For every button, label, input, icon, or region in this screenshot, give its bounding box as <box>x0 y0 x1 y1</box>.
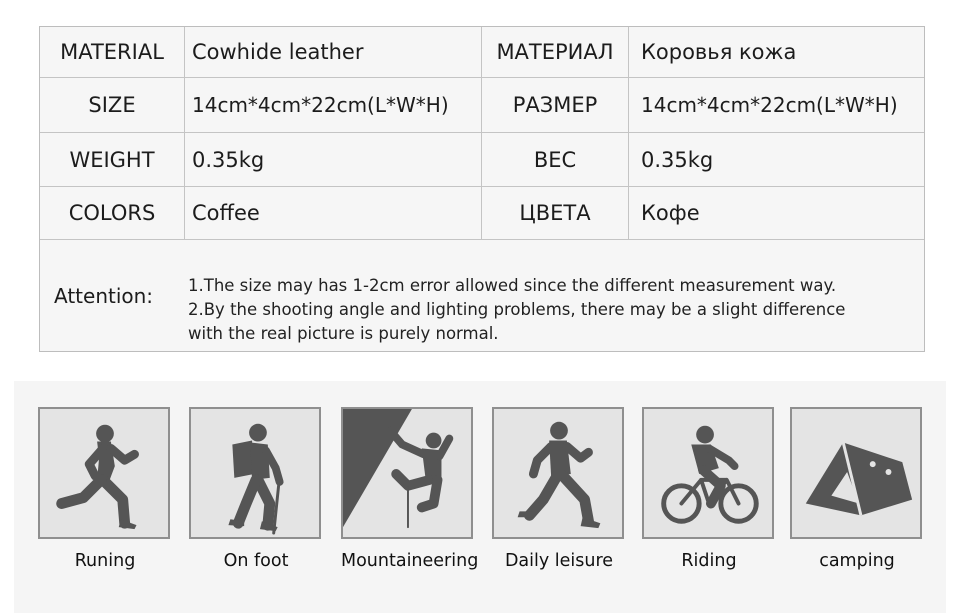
attention-section <box>40 240 924 351</box>
spec-label: COLORS <box>40 187 185 239</box>
attention-notes <box>188 274 845 346</box>
activity-running <box>38 407 172 571</box>
spec-value-ru: 14cm*4cm*22cm(L*W*H) <box>641 93 898 117</box>
spec-label-ru: РАЗМЕР <box>482 78 629 132</box>
spec-row-material <box>40 27 924 78</box>
runner-icon <box>38 407 170 539</box>
activity-label: On foot <box>223 551 289 571</box>
tent-icon <box>790 407 922 539</box>
spec-value: Cowhide leather <box>185 27 482 77</box>
climber-icon <box>341 407 473 539</box>
attention-note: 1.The size may has 1-2cm error allowed since the different measurement way. <box>188 276 837 295</box>
attention-note: 2.By the shooting angle and lighting problems, there may be a slight difference <box>188 300 846 319</box>
activity-label: camping <box>819 551 895 571</box>
activity-riding <box>642 407 776 571</box>
spec-value-ru: Кофе <box>641 201 700 225</box>
activity-on-foot <box>189 407 323 571</box>
cyclist-icon <box>642 407 774 539</box>
activity-mountaineering <box>341 407 479 571</box>
spec-value-ru: Коровья кожа <box>641 40 797 64</box>
spec-label-ru: МАТЕРИАЛ <box>482 27 629 77</box>
activity-label: Mountaineering <box>341 551 479 571</box>
spec-label-ru: ЦВЕТА <box>482 187 629 239</box>
activities-strip <box>14 381 946 613</box>
activity-label: Daily leisure <box>504 551 614 571</box>
hiker-icon <box>189 407 321 539</box>
spec-value: Coffee <box>185 187 482 239</box>
spec-label-ru: ВЕС <box>482 133 629 186</box>
spec-table <box>39 26 925 352</box>
activity-camping <box>790 407 924 571</box>
spec-label: MATERIAL <box>40 27 185 77</box>
attention-label: Attention: <box>54 283 154 308</box>
spec-row-size <box>40 78 924 133</box>
walker-icon <box>492 407 624 539</box>
spec-value: 14cm*4cm*22cm(L*W*H) <box>185 78 482 132</box>
spec-label: WEIGHT <box>40 133 185 186</box>
spec-row-colors <box>40 187 924 240</box>
activity-label: Runing <box>74 551 136 571</box>
spec-row-weight <box>40 133 924 187</box>
attention-note: with the real picture is purely normal. <box>188 324 499 343</box>
activity-label: Riding <box>681 551 737 571</box>
spec-value-ru: 0.35kg <box>641 147 714 172</box>
spec-value: 0.35kg <box>185 133 482 186</box>
spec-label: SIZE <box>40 78 185 132</box>
activity-daily-leisure <box>492 407 626 571</box>
